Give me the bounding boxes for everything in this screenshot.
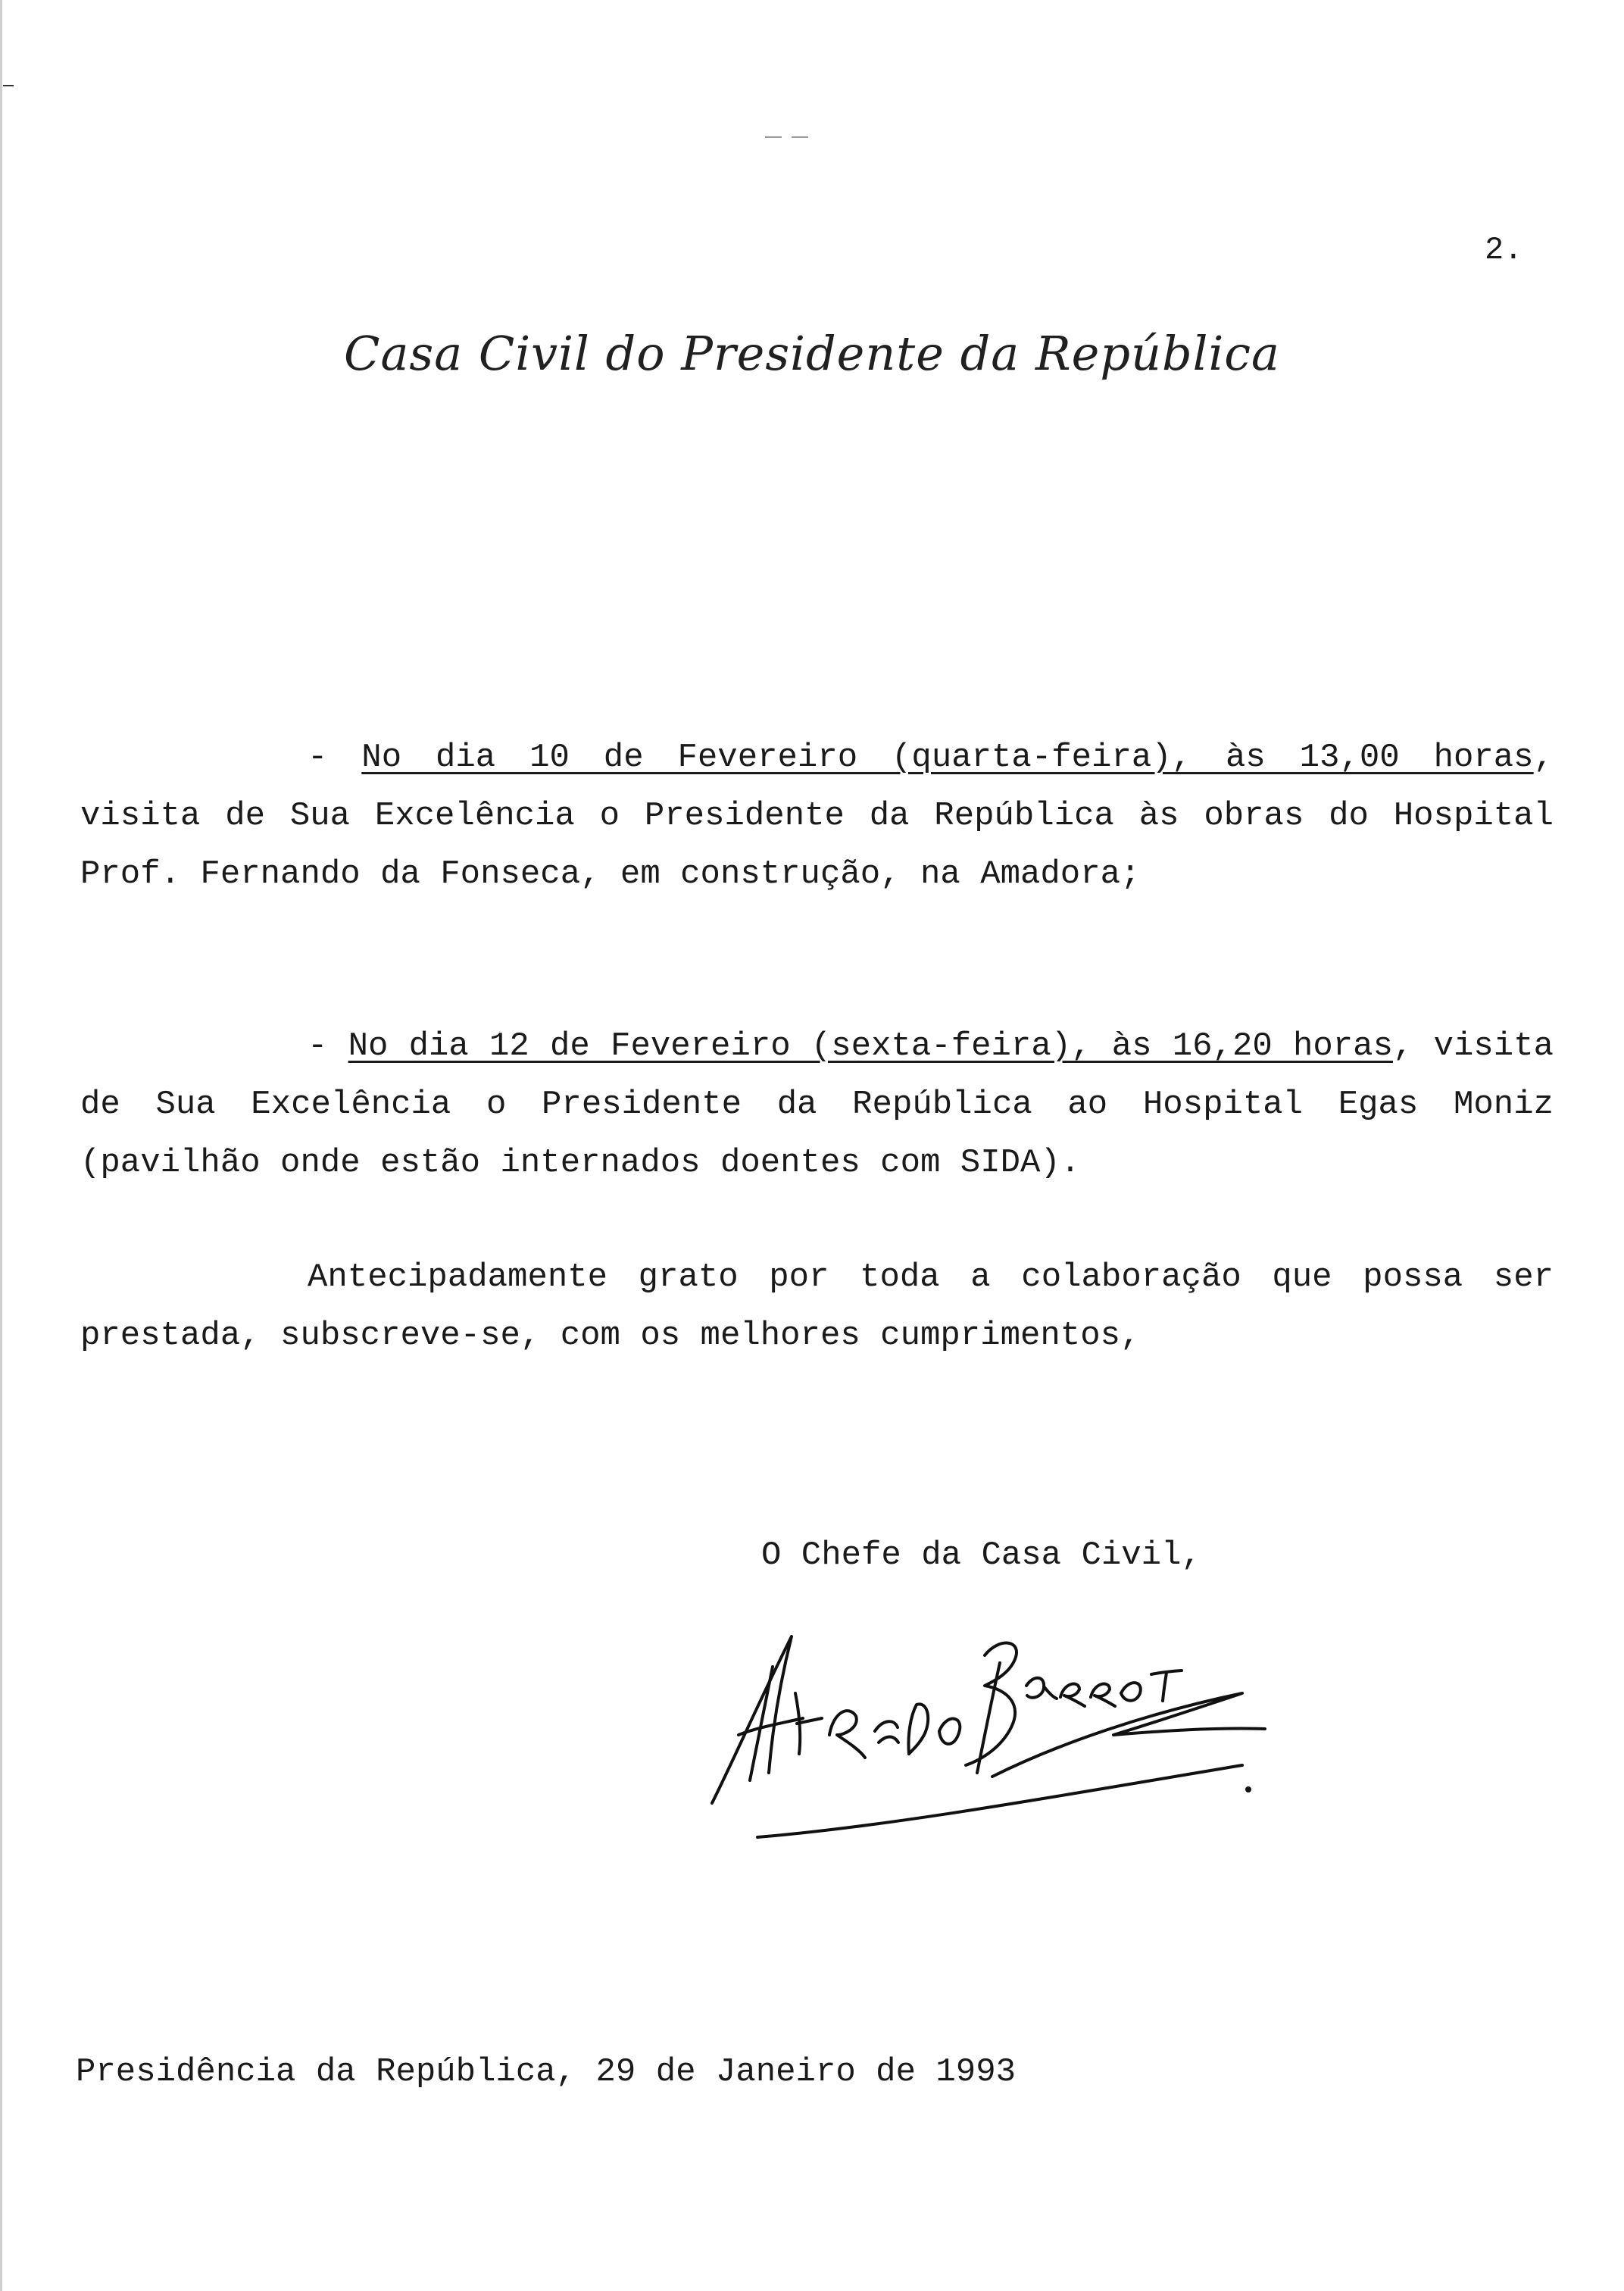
place-and-date: Presidência da República, 29 de Janeiro de 1993 (76, 2053, 1017, 2091)
paragraph-text: , visita de Sua Excelência o Presidente da República às obras do Hospital Prof. Fernando da Fonseca, em construção, na Amadora; (80, 739, 1554, 893)
paragraph-visit-egas-moniz (80, 1017, 1554, 1192)
paragraph-dash: - (308, 1027, 348, 1065)
scan-mark (792, 136, 808, 138)
scan-mark (765, 136, 782, 138)
scan-mark (3, 85, 14, 86)
paragraph-dash: - (308, 739, 362, 777)
handwritten-signature (667, 1621, 1273, 1849)
closing-title: O Chefe da Casa Civil, (761, 1536, 1201, 1574)
paragraph-text: , visita de Sua Excelência o Presidente da República ao Hospital Egas Moniz (pavilhão onde estão internados doentes com SIDA). (80, 1027, 1554, 1182)
letterhead: Casa Civil do Presidente da República (344, 326, 1280, 381)
paragraph-thanks (80, 1249, 1554, 1365)
visit-date-underlined: No dia 10 de Fevereiro (quarta-feira), às 13,00 horas (361, 739, 1534, 777)
paragraph-visit-amadora (80, 729, 1554, 904)
paragraph-text: Antecipadamente grato por toda a colaboração que possa ser prestada, subscreve-se, com os melhores cumprimentos, (80, 1258, 1554, 1355)
visit-date-underlined: No dia 12 de Fevereiro (sexta-feira), às 16,20 horas (348, 1027, 1393, 1065)
page-number: 2. (1485, 232, 1523, 268)
